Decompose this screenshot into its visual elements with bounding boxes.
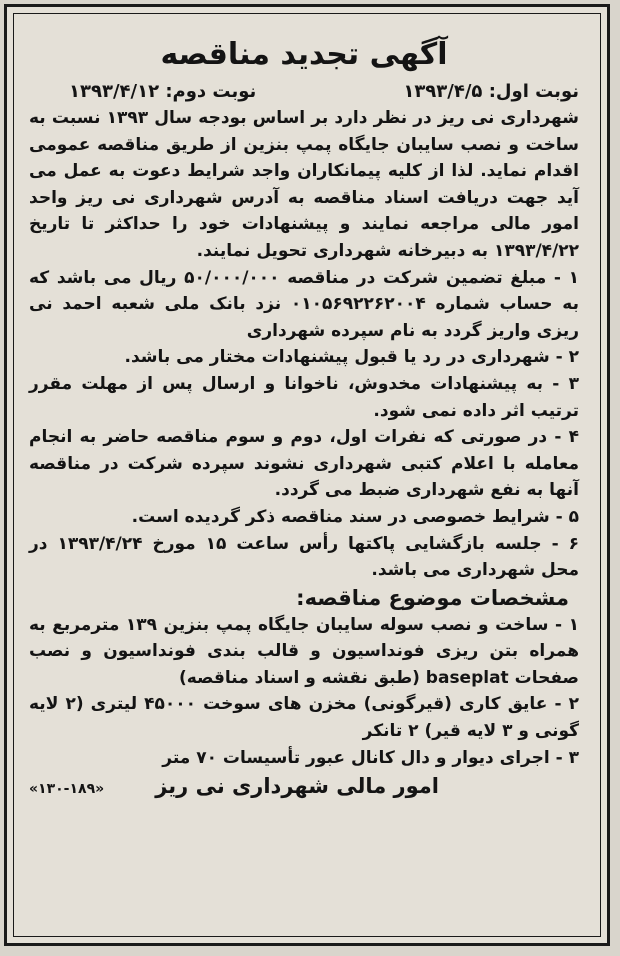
signature: امور مالی شهرداری نی ریز — [155, 774, 439, 799]
ad-title: آگهی تجدید مناقصه — [160, 37, 448, 72]
first-notice-label: نوبت اول: — [488, 81, 579, 102]
notice-dates — [29, 79, 579, 105]
spec-item: ۱ - ساخت و نصب سوله سایبان جایگاه پمپ بنزین ۱۳۹ مترمربع به همراه بتن ریزی فونداسیون و قالب بندی فونداسیون و نصب صفحات baseplat (طبق نقشه و اسناد مناقصه) — [29, 614, 579, 688]
second-notice-date: ۱۳۹۳/۴/۱۲ — [69, 81, 160, 102]
condition-item: ۶ - جلسه بازگشایی پاکتها رأس ساعت ۱۵ مورخ ۱۳۹۳/۴/۲۴ در محل شهرداری می باشد. — [29, 533, 579, 581]
spec-item: ۲ - عایق کاری (قیرگونی) مخزن های سوخت ۴۵۰۰۰ لیتری (۲ لایه گونی و ۳ لایه قیر) ۲ تانکر — [29, 694, 579, 742]
second-notice-label: نوبت دوم: — [165, 81, 257, 102]
second-notice — [69, 79, 256, 105]
spec-item: ۳ - اجرای دیوار و دال کانال عبور تأسیسات ۷۰ متر — [162, 747, 579, 768]
intro-paragraph: شهرداری نی ریز در نظر دارد بر اساس بودجه سال ۱۳۹۳ نسبت به ساخت و نصب سایبان جایگاه پمپ بنزین از طریق مناقصه عمومی اقدام نماید. لذا از کلیه پیمانکاران واجد شرایط دعوت به عمل می آید جهت دریافت اسناد مناقصه به آدرس شهرداری نی ریز واحد امور مالی مراجعه نمایند و پیشنهادات خود را حداکثر تا تاریخ ۱۳۹۳/۴/۲۲ به دبیرخانه شهرداری تحویل نمایند. — [29, 108, 579, 261]
ad-footer — [29, 771, 579, 801]
advertisement-frame — [4, 4, 610, 946]
condition-item: ۱ - مبلغ تضمین شرکت در مناقصه ۵۰/۰۰۰/۰۰۰ ریال می باشد که به حساب شماره ۰۱۰۵۶۹۲۲۶۲۰۰۴ نزد بانک ملی شعبه احمد نی ریزی واریز گردد به نام سپرده شهرداری — [29, 267, 580, 341]
condition-item: ۵ - شرایط خصوصی در سند مناقصه ذکر گردیده است. — [131, 506, 579, 527]
advertisement-content — [29, 35, 579, 801]
condition-item: ۴ - در صورتی که نفرات اول، دوم و سوم مناقصه حاضر به انجام معامله با اعلام کتبی شهرداری نشوند سپرده شرکت در مناقصه آنها به نفع شهرداری ضبط می گردد. — [29, 427, 579, 501]
specs-title: مشخصات موضوع مناقصه: — [296, 585, 569, 610]
condition-item: ۳ - به پیشنهادات مخدوش، ناخوانا و ارسال پس از مهلت مقرر ترتیب اثر داده نمی شود. — [29, 373, 579, 421]
condition-item: ۲ - شهرداری در رد یا قبول پیشنهادات مختار می باشد. — [124, 347, 579, 368]
first-notice — [403, 79, 579, 105]
ad-code: «۱۳۰-۱۸۹» — [29, 781, 105, 798]
first-notice-date: ۱۳۹۳/۴/۵ — [403, 81, 483, 102]
